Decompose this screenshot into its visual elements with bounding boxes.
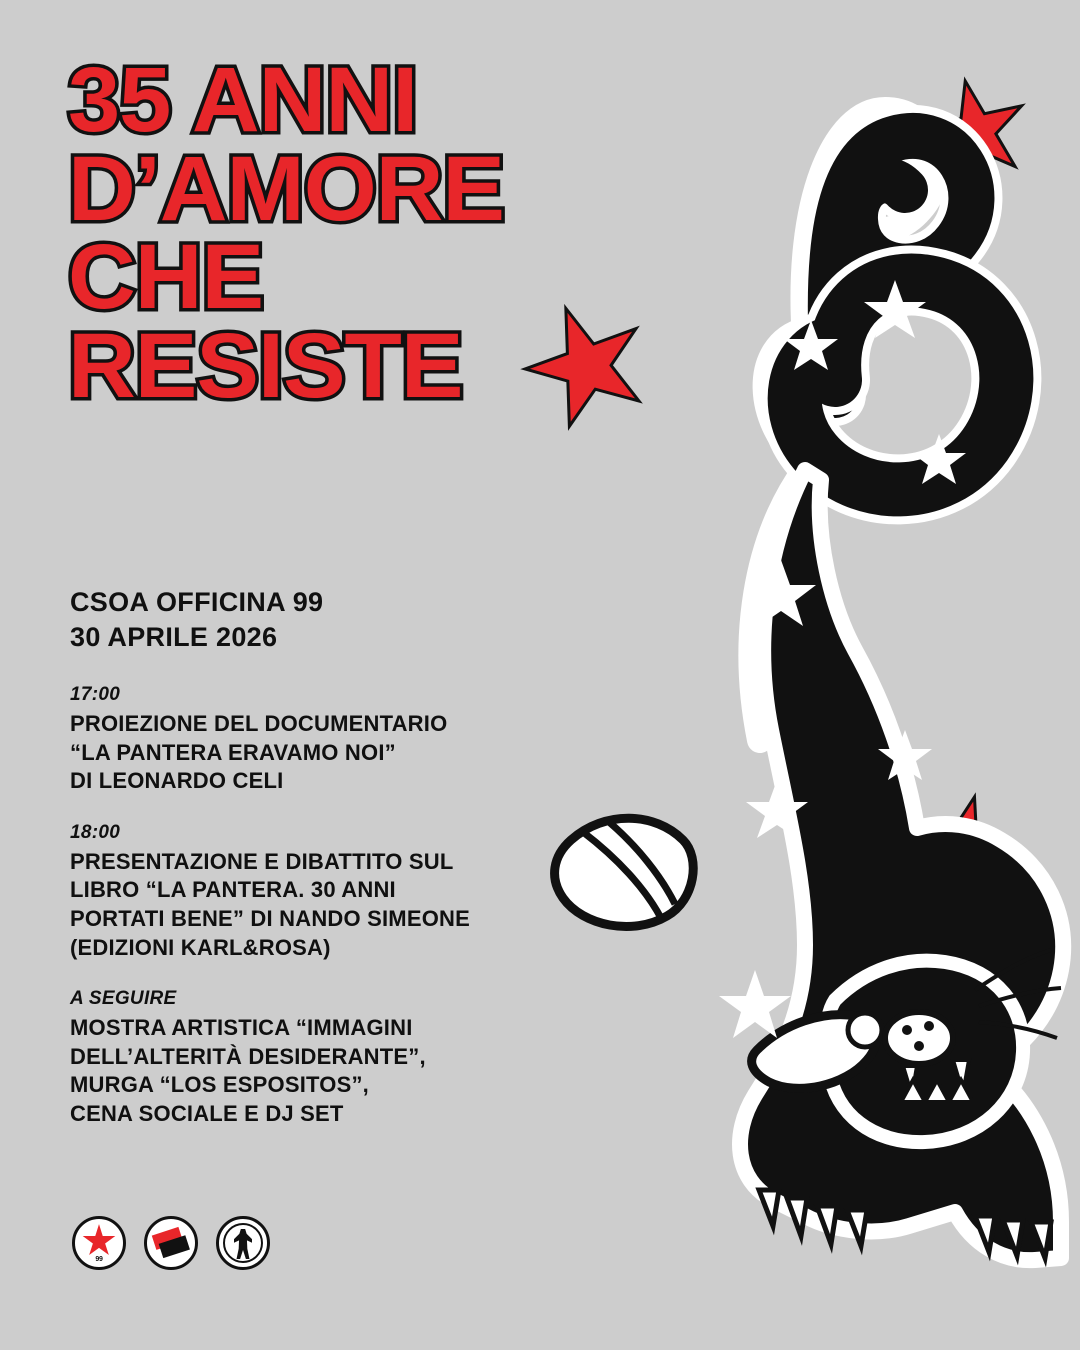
schedule-time: 17:00 [70, 684, 121, 706]
schedule-description [70, 848, 500, 962]
schedule-line: CENA SOCIALE E DJ SET [70, 1101, 344, 1127]
schedule-line: DI LEONARDO CELI [70, 768, 284, 794]
schedule-item [70, 988, 500, 1128]
schedule-line: MOSTRA ARTISTICA “IMMAGINI [70, 1015, 413, 1041]
schedule-line: “LA PANTERA ERAVAMO NOI” [70, 739, 396, 765]
event-info [70, 585, 500, 1155]
headline-line-1: 35 ANNI [68, 49, 418, 151]
headline-line-2: D’AMORE [68, 137, 505, 240]
schedule-line: DELL’ALTERITÀ DESIDERANTE”, [70, 1043, 426, 1069]
antifa-flags-logo [144, 1216, 198, 1270]
schedule-line: PRESENTAZIONE E DIBATTITO SUL [70, 848, 454, 874]
venue-date: 30 APRILE 2026 [70, 621, 278, 652]
headline-line-3: CHE [68, 226, 264, 329]
antifascist-figure-logo [216, 1216, 270, 1270]
venue-place: CSOA OFFICINA 99 [70, 587, 324, 617]
red-star-upper-left [510, 288, 659, 434]
schedule-time: A SEGUIRE [70, 988, 177, 1010]
schedule-item [70, 822, 500, 962]
page-title [68, 49, 538, 417]
headline-line-4: RESISTE [68, 314, 463, 417]
logo-caption: 99 [95, 1256, 103, 1263]
officina-99-star-logo [72, 1216, 126, 1270]
flags-icon [152, 1226, 190, 1261]
schedule-line: MURGA “LOS ESPOSITOS”, [70, 1072, 369, 1098]
schedule-line: PROIEZIONE DEL DOCUMENTARIO [70, 711, 448, 737]
panther-foreleg-fin [555, 818, 694, 926]
panther-muzzle [885, 1012, 953, 1064]
black-panther-illustration [505, 40, 1080, 1320]
schedule-description [70, 710, 500, 796]
schedule-item [70, 684, 500, 796]
red-star-icon [82, 1224, 116, 1258]
schedule-line: LIBRO “LA PANTERA. 30 ANNI [70, 877, 396, 903]
schedule-line: PORTATI BENE” DI NANDO SIMEONE [70, 906, 470, 932]
venue-block [70, 585, 500, 654]
logo-row [72, 1216, 270, 1270]
schedule-time: 18:00 [70, 821, 121, 843]
schedule-description [70, 1014, 500, 1128]
panther-eye [848, 1013, 882, 1047]
schedule-line: (EDIZIONI KARL&ROSA) [70, 934, 331, 960]
